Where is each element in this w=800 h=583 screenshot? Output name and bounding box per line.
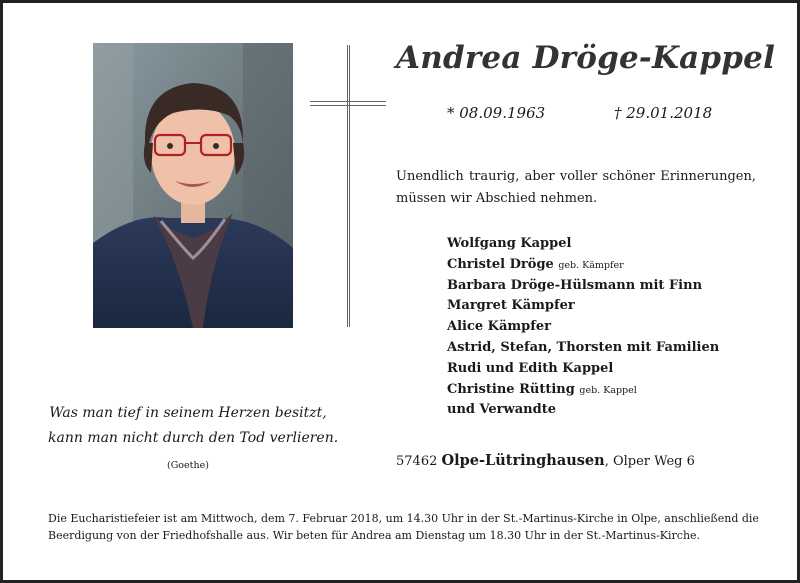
intro-line: Unendlich traurig, aber voller schöner Erinnerungen,: [396, 169, 756, 184]
quote-author: (Goethe): [167, 460, 209, 471]
death-date: † 29.01.2018: [614, 104, 713, 122]
mourner-item: [447, 234, 719, 255]
mourner-name: Christine Rütting: [447, 381, 575, 397]
deceased-name: Andrea Dröge-Kappel: [396, 40, 776, 76]
mourner-name: Wolfgang Kappel: [447, 236, 572, 251]
address-city: Olpe-Lütringhausen: [441, 452, 605, 469]
mourner-name: Barbara Dröge-Hülsmann mit Finn: [447, 277, 703, 293]
mourner-item: [447, 255, 719, 276]
service-line: Beerdigung von der Friedhofshalle aus. Wir beten für Andrea am Dienstag um 18.30 Uhr in der St.-Martinus-Kirche.: [48, 529, 701, 542]
mourner-name: Christel Dröge: [447, 256, 554, 272]
intro-line: müssen wir Abschied nehmen.: [396, 191, 598, 206]
mourner-name: Rudi und Edith Kappel: [447, 360, 614, 376]
portrait-photo: [93, 43, 293, 328]
mourners-list: [447, 234, 719, 421]
mourner-note: geb. Kämpfer: [558, 259, 624, 271]
mourner-item: [447, 338, 719, 359]
mourner-name: Margret Kämpfer: [447, 298, 575, 314]
mourner-item: [447, 317, 719, 338]
cross-vertical: [347, 45, 350, 327]
mourner-item: [447, 296, 719, 317]
quote-line: kann man nicht durch den Tod verlieren.: [48, 430, 339, 446]
mourner-item: [447, 380, 719, 401]
cross-horizontal: [310, 101, 386, 106]
address-street: , Olper Weg 6: [604, 454, 695, 469]
mourner-name: Alice Kämpfer: [447, 319, 551, 335]
intro-text: [396, 166, 756, 210]
mourner-name: Astrid, Stefan, Thorsten mit Familien: [447, 339, 720, 355]
service-info: [48, 510, 759, 544]
address-zip: 57462: [396, 454, 438, 469]
mourner-name: und Verwandte: [447, 402, 556, 418]
quote-line: Was man tief in seinem Herzen besitzt,: [49, 405, 327, 421]
mourner-note: geb. Kappel: [579, 384, 637, 396]
service-line: Die Eucharistiefeier ist am Mittwoch, dem 7. Februar 2018, um 14.30 Uhr in der St.-Martinus-Kirche in Olpe, anschließend die: [48, 512, 759, 525]
mourner-item: [447, 400, 719, 421]
family-address: [396, 452, 695, 469]
memorial-quote: [48, 401, 339, 451]
mourner-item: [447, 359, 719, 380]
mourner-item: [447, 276, 719, 297]
birth-date: * 08.09.1963: [447, 104, 546, 122]
